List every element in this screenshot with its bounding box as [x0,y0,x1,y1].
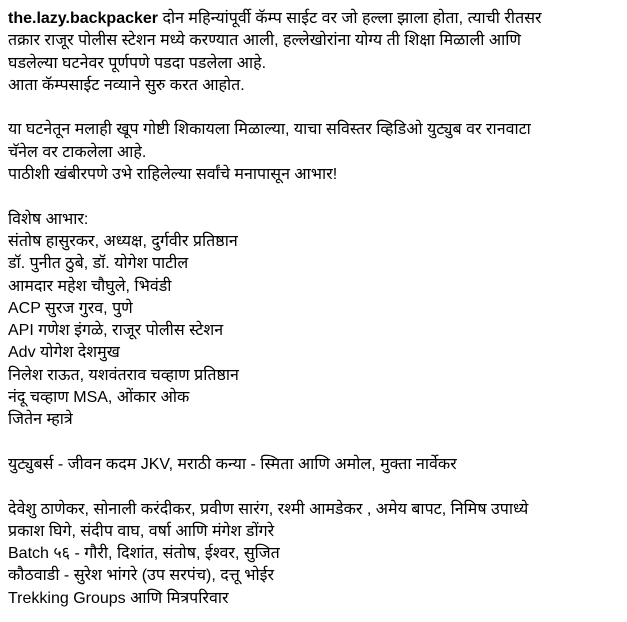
text-line [8,8,623,30]
text-segment: दोन महिन्यांपूर्वी कॅम्प साईट वर जो हल्ला झाला होता, त्याची रीतसर [158,10,542,27]
intro-paragraph [8,8,623,97]
text-line: युट्युबर्स - जीवन कदम JKV, मराठी कन्या - स्मिता आणि अमोल, मुक्ता नार्वेकर [8,455,457,473]
text-line: डॉ. पुनीत ठुबे, डॉ. योगेश पाटील [8,255,189,273]
text-line: आता कॅम्पसाईट नव्याने सुरु करत आहोत. [8,76,245,94]
text-line: ACP सुरज गुरव, पुणे [8,299,133,317]
author-username[interactable]: the.lazy.backpacker [8,10,159,27]
text-line: देवेशु ठाणेकर, सोनाली करंदीकर, प्रवीण सारंग, रश्मी आमडेकर , अमेय बापट, निमिष उपाध्ये [8,500,529,518]
text-line: विशेष आभार: [8,210,89,228]
text-line: Batch ५६ - गौरी, दिशांत, संतोष, ईश्वर, सुजित [8,545,280,563]
text-line: संतोष हासुरकर, अध्यक्ष, दुर्गवीर प्रतिष्ठान [8,232,238,250]
text-line: घडलेल्या घटनेवर पूर्णपणे पडदा पडलेला आहे. [8,54,267,72]
text-line: या घटनेतून मलाही खूप गोष्टी शिकायला मिळाल्या, याचा सविस्तर व्हिडिओ युट्युब वर रानवाटा [8,121,531,139]
text-line: निलेश राऊत, यशवंतराव चव्हाण प्रतिष्ठान [8,366,239,384]
friends-list [8,499,623,610]
text-line: पाठीशी खंबीरपणे उभे राहिलेल्या सर्वांचे मनापासून आभार! [8,166,338,184]
text-line: कौठवाडी - सुरेश भांगरे (उप सरपंच), दत्तू भोईर [8,567,275,585]
youtubers-line [8,454,623,476]
text-line: नंदू चव्हाण MSA, ओंकार ओक [8,389,190,407]
text-line: आमदार महेश चौघुले, भिवंडी [8,277,172,295]
text-line: तक्रार राजूर पोलीस स्टेशन मध्ये करण्यात आली, हल्लेखोरांना योग्य ती शिक्षा मिळाली आणि [8,32,521,50]
learnings-paragraph [8,119,623,186]
special-thanks-list [8,209,623,432]
text-line: जितेन म्हात्रे [8,411,73,429]
text-line: चॅनेल वर टाकलेला आहे. [8,143,147,161]
text-line: API गणेश इंगळे, राजूर पोलीस स्टेशन [8,322,224,340]
text-line: प्रकाश घिगे, संदीप वाघ, वर्षा आणि मंगेश डोंगरे [8,522,275,540]
text-line: Adv योगेश देशमुख [8,344,120,362]
text-line: Trekking Groups आणि मित्रपरिवार [8,589,229,607]
